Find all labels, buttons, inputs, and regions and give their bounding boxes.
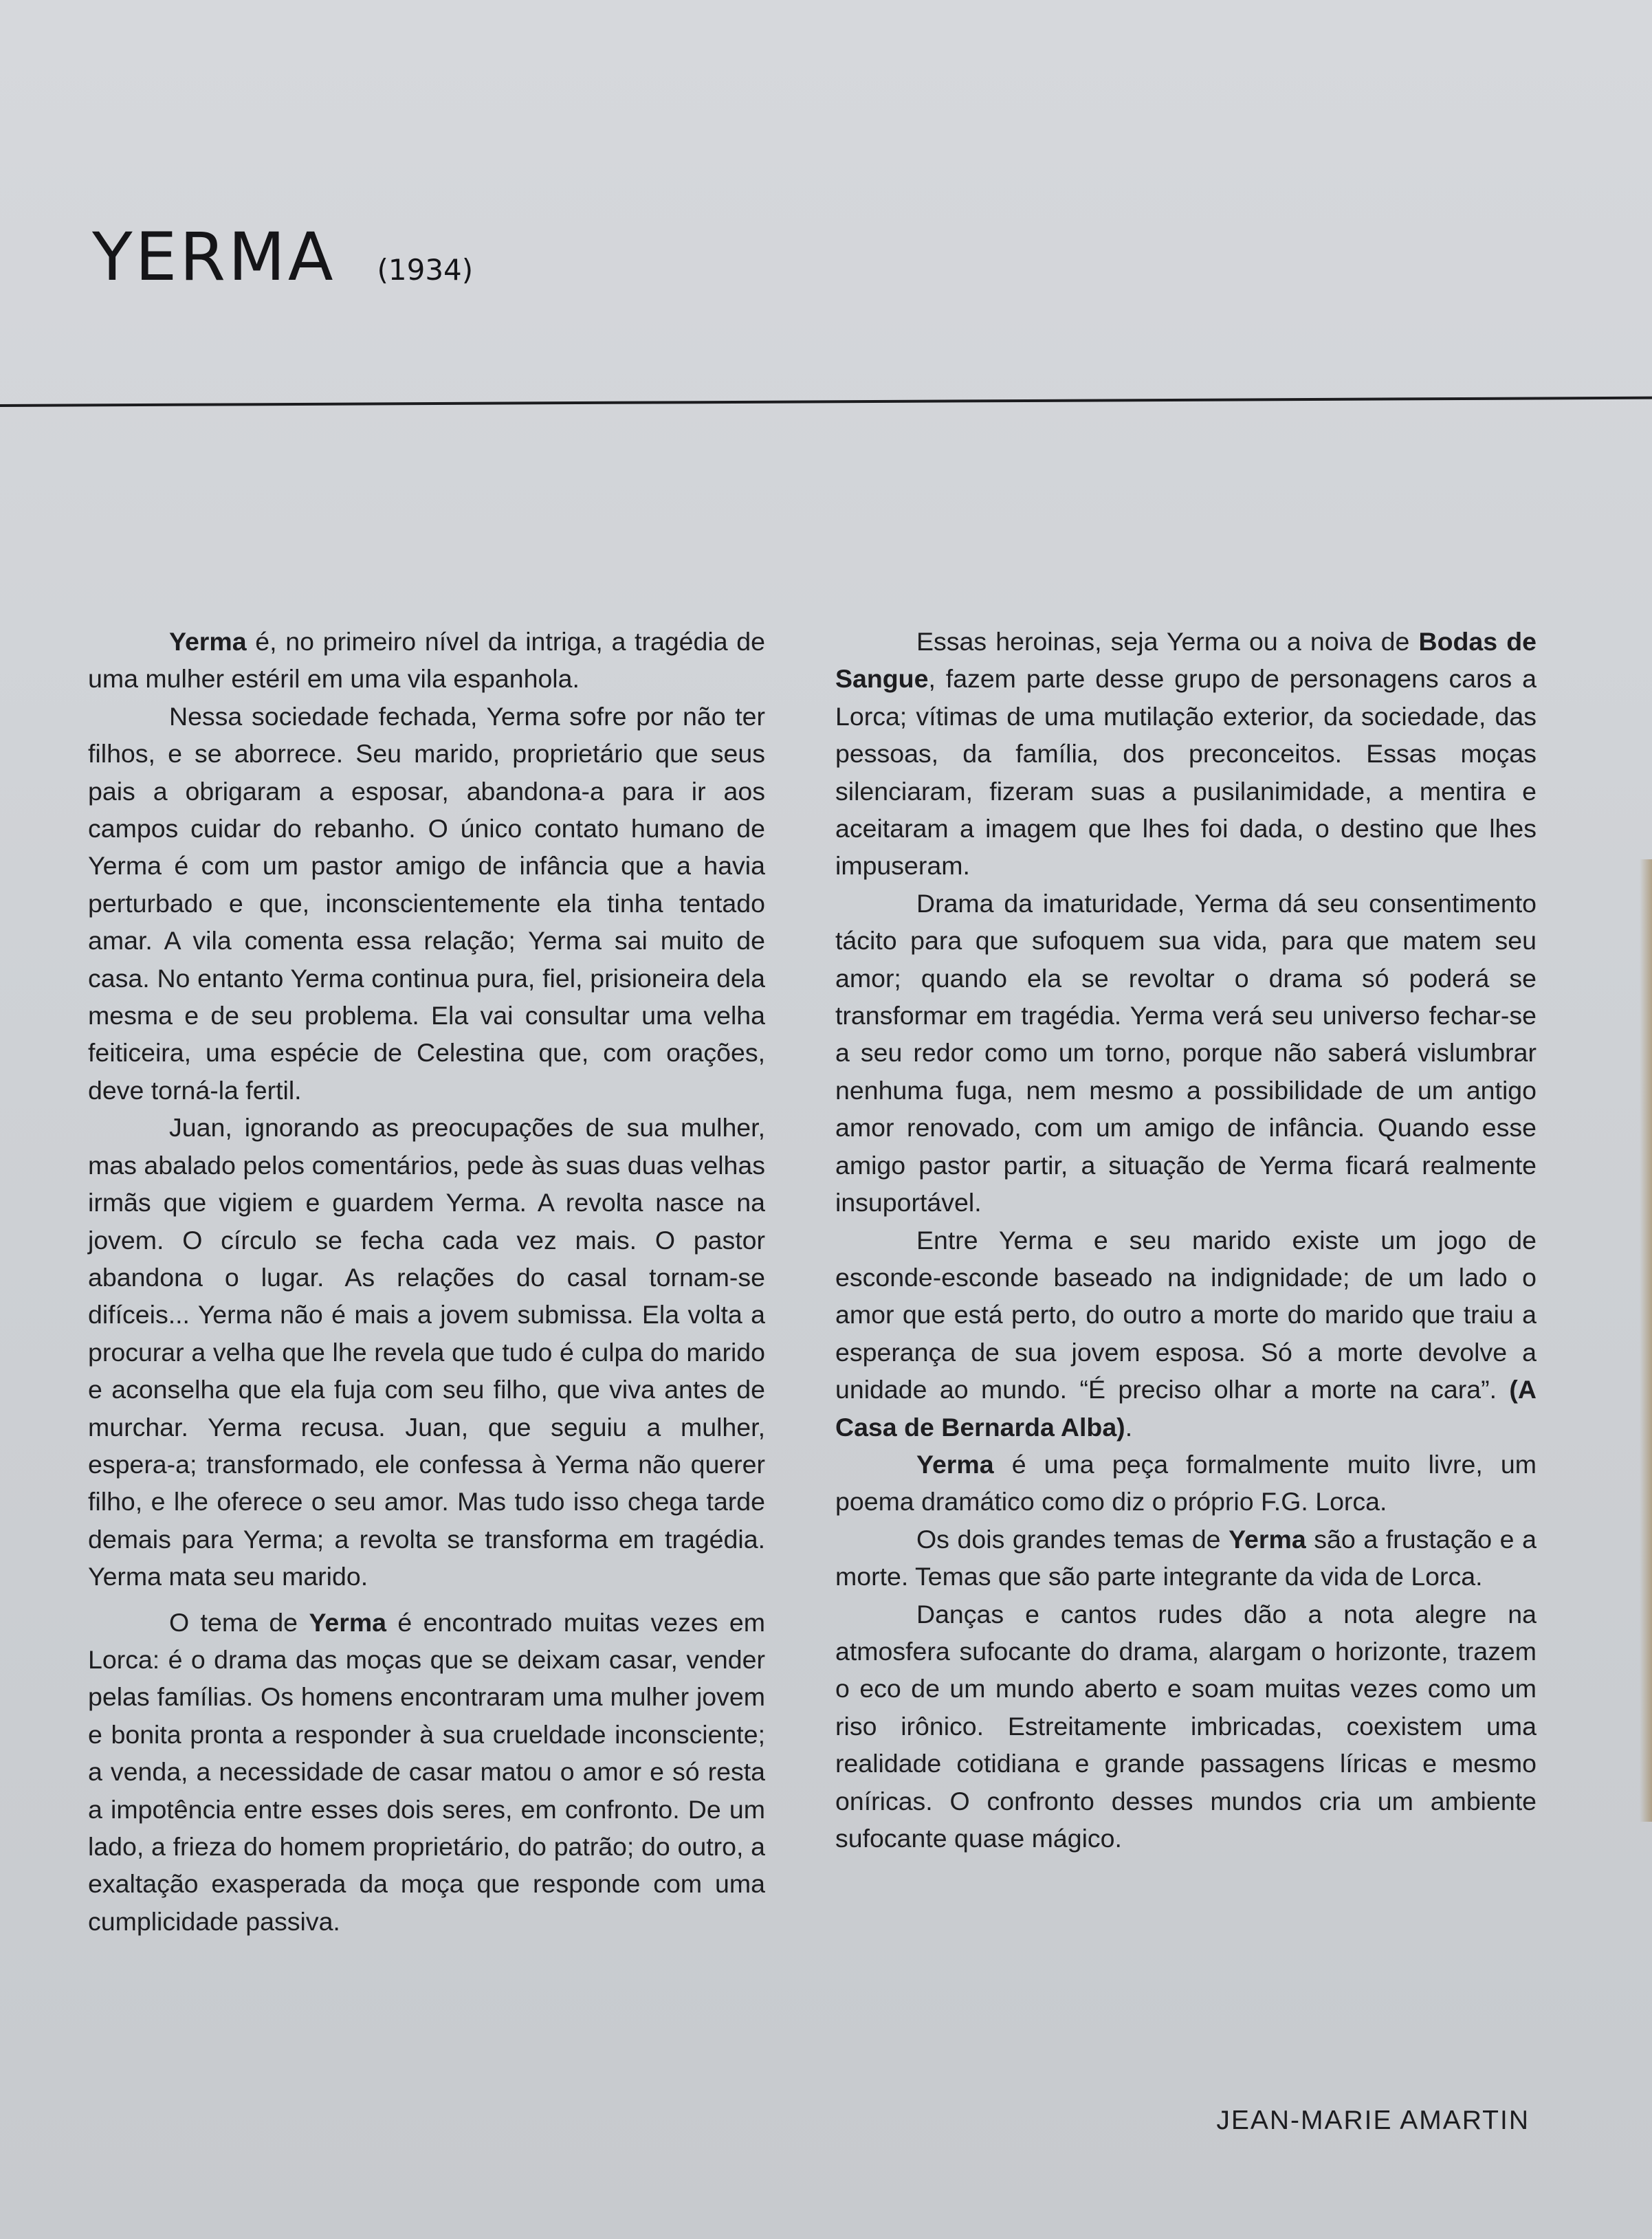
bold-term: Yerma: [916, 1449, 994, 1479]
paragraph-text: é uma peça formalmente muito livre, um poema dramático como diz o próprio F.G. Lorca.: [835, 1449, 1537, 1516]
paragraph: [88, 1109, 765, 1595]
paragraph-text: Os dois grandes temas de: [916, 1524, 1229, 1554]
paragraph-text: é encontrado muitas vezes em Lorca: é o drama das moças que se deixam casar, vender pelas famílias. Os homens encontraram uma mulher jovem e bonita pronta a responder à sua crueldade inconsciente; a venda, a necessidade de casar matou o amor e só resta a impotência entre esses dois seres, em confronto. De um lado, a frieza do homem proprietário, do patrão; do outro, a exaltação exasperada da moça que responde com uma cumplicidade passiva.: [88, 1607, 765, 1936]
title-year: (1934): [377, 253, 474, 287]
paragraph: [835, 1521, 1537, 1596]
paragraph: [88, 698, 765, 1109]
author-signature: JEAN-MARIE AMARTIN: [1216, 2106, 1530, 2135]
paragraph: [88, 623, 765, 698]
paragraph: [835, 885, 1537, 1222]
paragraph-text: .: [1125, 1412, 1133, 1442]
bold-term: Bodas de Sangue: [835, 627, 1537, 694]
paragraph-text: Danças e cantos rudes dão a nota alegre na atmosfera sufocante do drama, alargam o horizonte, trazem o eco de um mundo aberto e soam muitas vezes como um riso irônico. Estreitamente imbricadas, coexistem uma realidade cotidiana e grande passagens líricas e mesmo oníricas. O confronto desses mundos cria um ambiente sufocante quase mágico.: [835, 1599, 1537, 1853]
bold-term: (A Casa de Bernarda Alba): [835, 1375, 1537, 1442]
paragraph-text: O tema de: [169, 1607, 309, 1637]
paragraph-text: Essas heroinas, seja Yerma ou a noiva de: [916, 627, 1419, 656]
paragraph-text: são a frustação e a morte. Temas que são parte integrante da vida de Lorca.: [835, 1524, 1537, 1591]
bold-term: Yerma: [169, 627, 247, 656]
paragraph-text: Nessa sociedade fechada, Yerma sofre por não ter filhos, e se aborrece. Seu marido, proprietário que seus pais a obrigaram a esposar, abandona-a para ir aos campos cuidar do rebanho. O único contato humano de Yerma é com um pastor amigo de infância que a havia perturbado e que, inconscientemente ela tinha tentado amar. A vila comenta essa relação; Yerma sai muito de casa. No entanto Yerma continua pura, fiel, prisioneira dela mesma e de seu problema. Ela vai consultar uma velha feiticeira, uma espécie de Celestina que, com orações, deve torná-la fertil.: [88, 701, 765, 1105]
paragraph-text: Drama da imaturidade, Yerma dá seu consentimento tácito para que sufoquem sua vida, para que matem seu amor; quando ela se revoltar o drama só poderá se transformar em tragédia. Yerma verá seu universo fechar-se a seu redor como um torno, porque não saberá vislumbrar nenhuma fuga, nem mesmo a possibilidade de um antigo amor renovado, com um amigo de infância. Quando esse amigo pastor partir, a situação de Yerma ficará realmente insuportável.: [835, 888, 1537, 1217]
paragraph: [835, 1222, 1537, 1446]
paragraph-text: Juan, ignorando as preocupações de sua mulher, mas abalado pelos comentários, pede às suas duas velhas irmãs que vigiem e guardem Yerma. A revolta nasce na jovem. O círculo se fecha cada vez mais. O pastor abandona o lugar. As relações do casal tornam-se difíceis... Yerma não é mais a jovem submissa. Ela volta a procurar a velha que lhe revela que tudo é culpa do marido e aconselha que ela fuja com seu filho, que viva antes de murchar. Yerma recusa. Juan, que seguiu a mulher, espera-a; transformado, ele confessa à Yerma não querer filho, e lhe oferece o seu amor. Mas tudo isso chega tarde demais para Yerma; a revolta se transforma em tragédia. Yerma mata seu marido.: [88, 1113, 765, 1591]
title-row: [92, 219, 473, 294]
paragraph: [835, 1446, 1537, 1521]
bold-term: Yerma: [309, 1607, 387, 1637]
left-column: [88, 623, 765, 1940]
right-column: [835, 623, 1537, 1857]
page-title: YERMA: [92, 219, 336, 296]
paragraph-text: , fazem parte desse grupo de personagens caros a Lorca; vítimas de uma mutilação exterior, da sociedade, das pessoas, da família, dos preconceitos. Essas moças silenciaram, fizeram suas a pusilanimidade, a mentira e aceitaram a imagem que lhes foi dada, o destino que lhes impuseram.: [835, 664, 1537, 881]
paragraph-text: Entre Yerma e seu marido existe um jogo de esconde-esconde baseado na indignidade; de um lado o amor que está perto, do outro a morte do marido que traiu a esperança de sua jovem esposa. Só a morte devolve a unidade ao mundo. “É preciso olhar a morte na cara”.: [835, 1225, 1537, 1404]
paper-edge-wear: [1640, 859, 1652, 1822]
paragraph-text: é, no primeiro nível da intriga, a tragédia de uma mulher estéril em uma vila espanhola.: [88, 627, 765, 694]
paragraph: [835, 1596, 1537, 1857]
bold-term: Yerma: [1229, 1524, 1306, 1554]
paragraph: [88, 1604, 765, 1941]
paragraph: [835, 623, 1537, 885]
